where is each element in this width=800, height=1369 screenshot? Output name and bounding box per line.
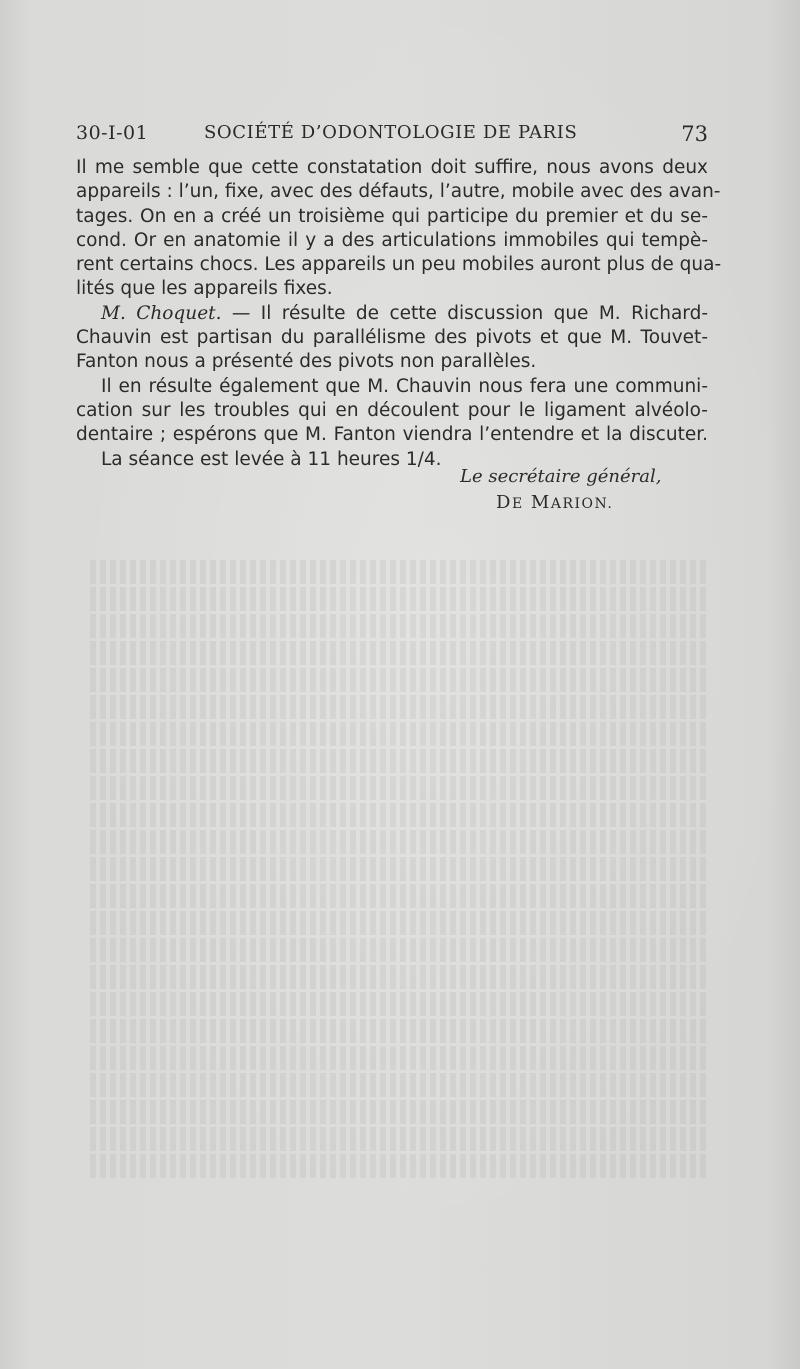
speaker-text: — Il résulte de cette discussion que M. Richard- (221, 302, 709, 324)
signature-name (460, 492, 700, 518)
text-line: lités que les appareils fixes. (76, 278, 333, 300)
text-line: rent certains chocs. Les appareils un peu mobiles auront plus de qua- (76, 254, 722, 276)
text-line: Fanton nous a présenté des pivots non parallèles. (76, 351, 537, 373)
text-line: Il me semble que cette constatation doit suffire, nous avons deux (76, 157, 708, 178)
paragraph-3 (76, 375, 708, 448)
text-line (76, 302, 708, 326)
text-line: Il en résulte également que M. Chauvin nous fera une communi- (101, 375, 708, 397)
paragraph-1 (76, 156, 722, 302)
header-date: 30-I-01 (76, 122, 149, 144)
name-initial: D (496, 492, 512, 513)
header-journal-title: SOCIÉTÉ D’ODONTOLOGIE DE PARIS (204, 122, 578, 143)
text-line: cation sur les troubles qui en découlent pour le ligament alvéolo- (76, 399, 708, 421)
text-line: tages. On en a créé un troisième qui participe du premier et du se- (76, 205, 708, 227)
running-header (76, 122, 708, 152)
signature-block (460, 466, 700, 518)
show-through-texture (90, 560, 710, 1200)
name-initial: M (530, 492, 551, 513)
name-part: ARION. (550, 496, 614, 512)
text-line: Chauvin est partisan du parallélisme des pivots et que M. Touvet- (76, 327, 708, 349)
text-line: dentaire ; espérons que M. Fanton viendra l’entendre et la discuter. (76, 424, 708, 446)
body-text (76, 156, 722, 472)
name-part: E (511, 496, 524, 512)
signature-title: Le secrétaire général, (460, 466, 662, 487)
text-line: La séance est levée à 11 heures 1/4. (101, 448, 442, 470)
paragraph-2 (76, 302, 708, 375)
page-number: 73 (681, 122, 708, 146)
speaker-name: M. Choquet. (101, 302, 222, 324)
text-line: cond. Or en anatomie il y a des articulations immobiles qui tempè- (76, 229, 708, 251)
text-line: appareils : l’un, fixe, avec des défauts, l’autre, mobile avec des avan- (76, 181, 721, 203)
